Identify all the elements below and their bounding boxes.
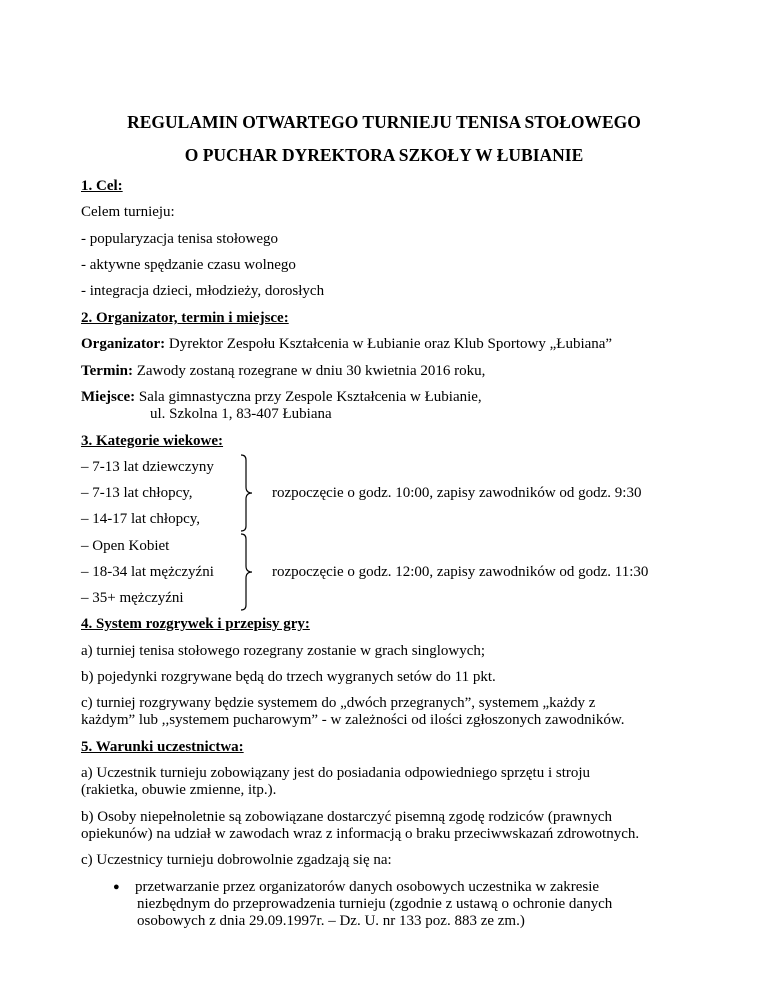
condition-a-line-1: a) Uczestnik turnieju zobowiązany jest do posiadania odpowiedniego sprzętu i stroju (81, 765, 591, 781)
title-line-1: REGULAMIN OTWARTEGO TURNIEJU TENISA STOŁOWEGO (127, 112, 641, 132)
title-line-2: O PUCHAR DYREKTORA SZKOŁY W ŁUBIANIE (184, 145, 584, 165)
section-1-intro: Celem turnieju: (81, 204, 175, 220)
category-item: – Open Kobiet (81, 538, 170, 554)
condition-b-line-1: b) Osoby niepełnoletnie są zobowiązane dostarczyć pisemną zgodę rodziców (prawnych (81, 809, 613, 825)
condition-c: c) Uczestnicy turnieju dobrowolnie zgadzają się na: (81, 852, 392, 868)
place-address: ul. Szkolna 1, 83-407 Łubiana (150, 406, 332, 422)
term-label: Termin: (81, 363, 133, 379)
category-item: – 14-17 lat chłopcy, (81, 511, 200, 527)
section-1-item: - integracja dzieci, młodzieży, dorosłych (81, 283, 325, 299)
rule-b: b) pojedynki rozgrywane będą do trzech wygranych setów do 11 pkt. (81, 669, 496, 685)
rule-c-line-1: c) turniej rozgrywany będzie systemem do „dwóch przegranych”, systemem „każdy z (81, 695, 596, 711)
condition-b-line-2: opiekunów) na udział w zawodach wraz z informacją o braku przeciwwskazań zdrowotnych. (81, 826, 640, 842)
section-2-heading: 2. Organizator, termin i miejsce: (81, 310, 289, 326)
term-text: Zawody zostaną rozegrane w dniu 30 kwietnia 2016 roku, (132, 363, 486, 379)
section-5-heading: 5. Warunki uczestnictwa: (81, 739, 244, 755)
organizer-label: Organizator: (81, 336, 166, 352)
consent-line-1: przetwarzanie przez organizatorów danych osobowych uczestnika w zakresie (135, 879, 600, 895)
brace-group-2 (240, 533, 254, 611)
place-text: Sala gimnastyczna przy Zespole Kształcenia w Łubianie, (135, 389, 482, 405)
section-3-heading: 3. Kategorie wiekowe: (81, 433, 224, 449)
rule-a: a) turniej tenisa stołowego rozegrany zostanie w grach singlowych; (81, 643, 486, 659)
rule-c-line-2: każdym” lub ,,systemem pucharowym” - w zależności od ilości zgłoszonych zawodników. (81, 712, 625, 728)
organizer-line (81, 335, 612, 353)
condition-a-line-2: (rakietka, obuwie zmienne, itp.). (81, 782, 277, 798)
bullet-icon: ● (113, 881, 120, 893)
place-line (81, 388, 482, 406)
category-item: – 7-13 lat dziewczyny (81, 459, 214, 475)
consent-line-3: osobowych z dnia 29.09.1997r. – Dz. U. nr 133 poz. 883 ze zm.) (137, 913, 525, 929)
group-1-schedule: rozpoczęcie o godz. 10:00, zapisy zawodników od godz. 9:30 (272, 485, 642, 501)
section-1-heading: 1. Cel: (81, 178, 123, 194)
section-4-heading: 4. System rozgrywek i przepisy gry: (81, 616, 310, 632)
consent-line-2: niezbędnym do przeprowadzenia turnieju (zgodnie z ustawą o ochronie danych (137, 896, 613, 912)
brace-group-1 (240, 454, 254, 532)
place-label: Miejsce: (81, 389, 136, 405)
group-2-schedule: rozpoczęcie o godz. 12:00, zapisy zawodników od godz. 11:30 (272, 564, 649, 580)
term-line (81, 362, 485, 380)
category-item: – 7-13 lat chłopcy, (81, 485, 193, 501)
category-item: – 18-34 lat mężczyźni (81, 564, 214, 580)
organizer-text: Dyrektor Zespołu Kształcenia w Łubianie oraz Klub Sportowy „Łubiana” (165, 336, 613, 352)
section-1-item: - aktywne spędzanie czasu wolnego (81, 257, 296, 273)
category-item: – 35+ mężczyźni (81, 590, 184, 606)
section-1-item: - popularyzacja tenisa stołowego (81, 231, 279, 247)
